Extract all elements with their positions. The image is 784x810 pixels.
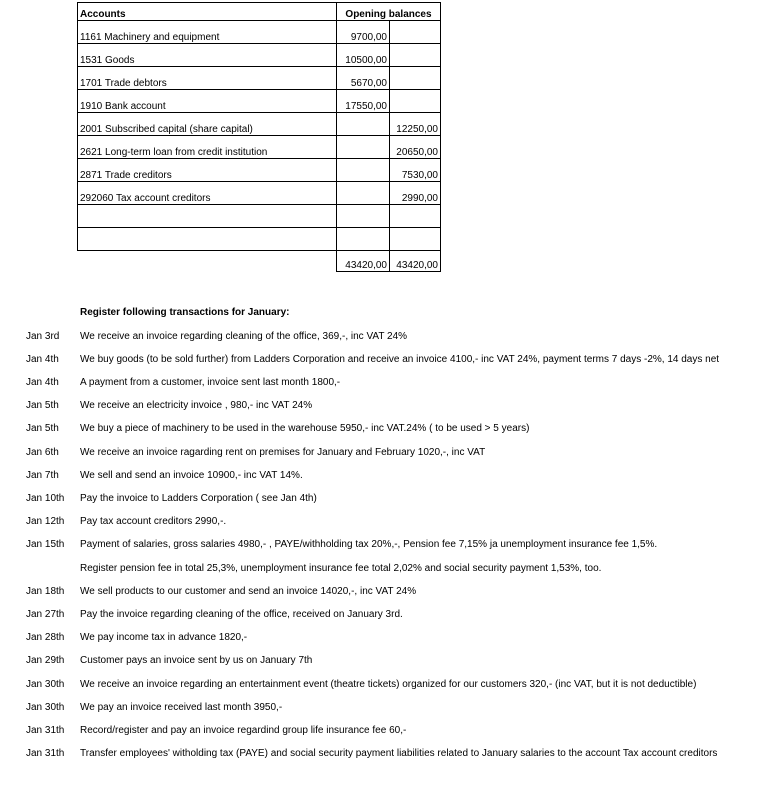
- account-name: 2001 Subscribed capital (share capital): [78, 113, 337, 136]
- table-row: [78, 67, 441, 90]
- opening-balances-header: Opening balances: [337, 3, 441, 21]
- transaction-date: Jan 4th: [26, 354, 59, 365]
- account-name: 1701 Trade debtors: [78, 67, 337, 90]
- debit-cell: [337, 182, 390, 205]
- empty-cell: [78, 228, 337, 251]
- transaction-date: Jan 27th: [26, 609, 65, 620]
- transaction-text: Transfer employees' witholding tax (PAYE) and social security payment liabilities related to January salaries to the account Tax account creditors: [80, 748, 718, 759]
- credit-cell: [390, 67, 441, 90]
- transaction-date: Jan 7th: [26, 470, 59, 481]
- empty-row: [78, 228, 441, 251]
- table-row: [78, 136, 441, 159]
- transaction-date: Jan 18th: [26, 586, 65, 597]
- table-row: [78, 159, 441, 182]
- list-item: [0, 515, 784, 529]
- accounts-header: Accounts: [78, 3, 337, 21]
- table-row: [78, 113, 441, 136]
- transactions-title: Register following transactions for January:: [80, 307, 290, 318]
- credit-cell: [390, 90, 441, 113]
- transaction-text: We sell products to our customer and send an invoice 14020,-, inc VAT 24%: [80, 586, 417, 597]
- list-item: [0, 631, 784, 645]
- list-item: [0, 353, 784, 367]
- transaction-text: We receive an invoice ragarding rent on premises for January and February 1020,-, inc VAT: [80, 447, 486, 458]
- credit-cell: 7530,00: [390, 159, 441, 182]
- credit-cell: [390, 21, 441, 44]
- credit-cell: 2990,00: [390, 182, 441, 205]
- transaction-date: Jan 5th: [26, 400, 59, 411]
- list-item: [0, 446, 784, 460]
- credit-cell: 12250,00: [390, 113, 441, 136]
- account-name: 1531 Goods: [78, 44, 337, 67]
- transaction-text: We buy a piece of machinery to be used in the warehouse 5950,- inc VAT.24% ( to be used > 5 years): [80, 423, 530, 434]
- list-item: [0, 492, 784, 506]
- table-header-row: [78, 3, 441, 21]
- list-item: [0, 585, 784, 599]
- transaction-text: Pay the invoice to Ladders Corporation ( see Jan 4th): [80, 493, 317, 504]
- list-item: [0, 701, 784, 715]
- transaction-text: Pay the invoice regarding cleaning of the office, received on January 3rd.: [80, 609, 403, 620]
- credit-cell: 20650,00: [390, 136, 441, 159]
- transaction-text: We sell and send an invoice 10900,- inc VAT 14%.: [80, 470, 303, 481]
- table-row: [78, 90, 441, 113]
- list-item: [0, 608, 784, 622]
- list-item: [0, 469, 784, 483]
- account-name: 1910 Bank account: [78, 90, 337, 113]
- transaction-text: Record/register and pay an invoice regardind group life insurance fee 60,-: [80, 725, 407, 736]
- table-row: [78, 44, 441, 67]
- totals-row: [78, 251, 441, 272]
- list-item: [0, 376, 784, 390]
- debit-cell: [337, 159, 390, 182]
- account-name: 2871 Trade creditors: [78, 159, 337, 182]
- debit-cell: [337, 113, 390, 136]
- empty-cell: [78, 205, 337, 228]
- transaction-date: Jan 10th: [26, 493, 65, 504]
- transaction-date: Jan 29th: [26, 655, 65, 666]
- list-item: [0, 422, 784, 436]
- transaction-text: Pay tax account creditors 2990,-.: [80, 516, 227, 527]
- total-credit: 43420,00: [390, 251, 441, 272]
- empty-cell: [337, 228, 390, 251]
- transaction-date: Jan 28th: [26, 632, 65, 643]
- list-item: [0, 654, 784, 668]
- debit-cell: [337, 136, 390, 159]
- transaction-date: Jan 4th: [26, 377, 59, 388]
- empty-cell: [390, 228, 441, 251]
- transaction-date: Jan 30th: [26, 679, 65, 690]
- transaction-text: A payment from a customer, invoice sent last month 1800,-: [80, 377, 341, 388]
- list-item: [0, 562, 784, 576]
- list-item: [0, 538, 784, 552]
- table-row: [78, 182, 441, 205]
- list-item: [0, 747, 784, 761]
- account-name: 1161 Machinery and equipment: [78, 21, 337, 44]
- transaction-text: Customer pays an invoice sent by us on January 7th: [80, 655, 313, 666]
- transaction-date: Jan 12th: [26, 516, 65, 527]
- account-name: 2621 Long-term loan from credit institution: [78, 136, 337, 159]
- table-row: [78, 21, 441, 44]
- transaction-date: Jan 3rd: [26, 331, 60, 342]
- transaction-text: We receive an invoice regarding cleaning of the office, 369,-, inc VAT 24%: [80, 331, 408, 342]
- list-item: [0, 399, 784, 413]
- empty-cell: [390, 205, 441, 228]
- debit-cell: 10500,00: [337, 44, 390, 67]
- transaction-date: Jan 31th: [26, 748, 65, 759]
- transaction-text: We pay income tax in advance 1820,-: [80, 632, 248, 643]
- transaction-text: Register pension fee in total 25,3%, unemployment insurance fee total 2,02% and social security payment 1,53%, too.: [80, 563, 602, 574]
- credit-cell: [390, 44, 441, 67]
- transaction-text: We pay an invoice received last month 3950,-: [80, 702, 283, 713]
- transaction-text: Payment of salaries, gross salaries 4980,- , PAYE/withholding tax 20%,-, Pension fee 7,15% ja unemployment insurance fee 1,5%.: [80, 539, 658, 550]
- total-debit: 43420,00: [337, 251, 390, 272]
- transaction-date: Jan 31th: [26, 725, 65, 736]
- transaction-text: We buy goods (to be sold further) from Ladders Corporation and receive an invoice 4100,- inc VAT 24%, payment terms 7 days -2%, 14 days net: [80, 354, 720, 365]
- transaction-date: Jan 5th: [26, 423, 59, 434]
- opening-balances-table: [77, 2, 441, 272]
- transaction-text: We receive an invoice regarding an entertainment event (theatre tickets) organized for our customers 320,- (inc VAT, but it is not deductible): [80, 679, 697, 690]
- transaction-date: Jan 6th: [26, 447, 59, 458]
- debit-cell: 5670,00: [337, 67, 390, 90]
- debit-cell: 17550,00: [337, 90, 390, 113]
- account-name: 292060 Tax account creditors: [78, 182, 337, 205]
- transaction-date: Jan 15th: [26, 539, 65, 550]
- debit-cell: 9700,00: [337, 21, 390, 44]
- list-item: [0, 678, 784, 692]
- empty-cell: [337, 205, 390, 228]
- transaction-text: We receive an electricity invoice , 980,- inc VAT 24%: [80, 400, 313, 411]
- list-item: [0, 724, 784, 738]
- list-item: [0, 330, 784, 344]
- empty-row: [78, 205, 441, 228]
- transaction-date: Jan 30th: [26, 702, 65, 713]
